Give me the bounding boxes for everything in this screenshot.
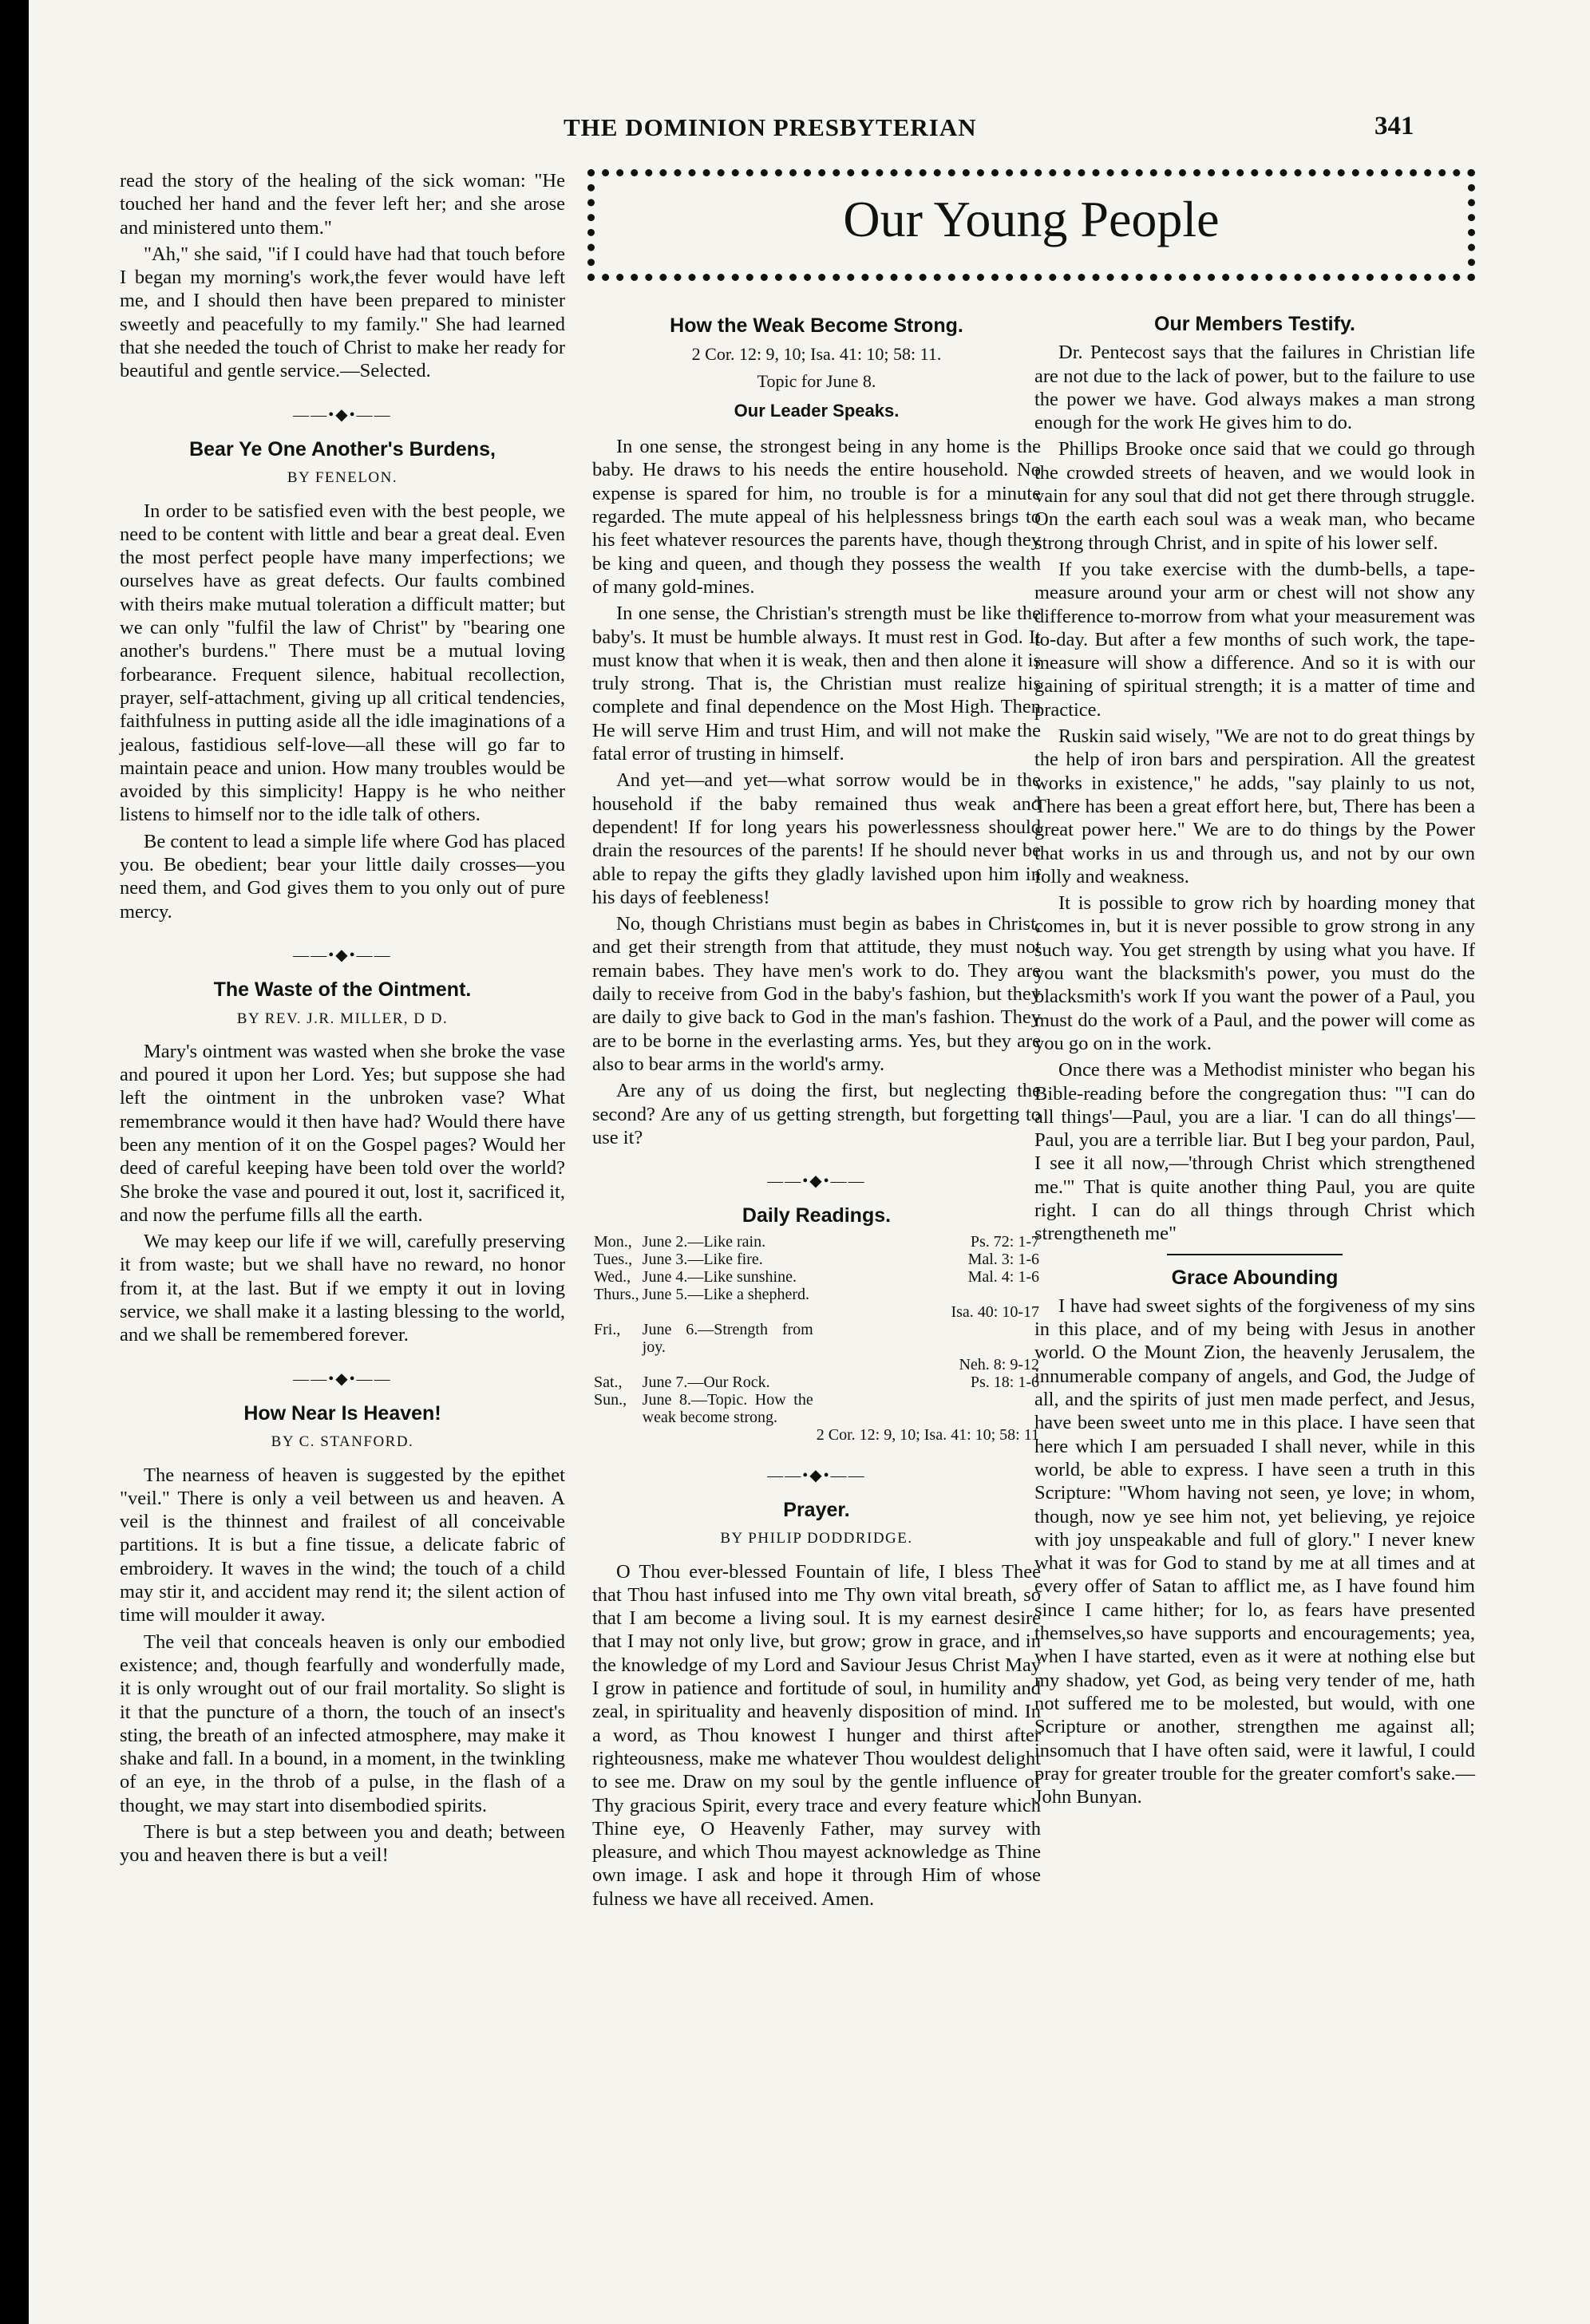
reading-text: June 8.—Topic. How the weak become strong. (642, 1390, 813, 1426)
reading-row (592, 1251, 1041, 1268)
page-header-title: THE DOMINION PRESBYTERIAN (564, 113, 977, 141)
paragraph: In one sense, the Christian's strength must be like the baby's. It must be humble always. It must rest in God. It must know that when it is weak, then and then alone it is truly strong. That is, the Christian must realize his complete and final dependence on the Most High. Then He will serve Him and trust Him, and will not make the fatal error of trusting in himself. (592, 603, 1041, 765)
paragraph: The nearness of heaven is suggested by the epithet "veil." There is only a veil between us and heaven. A veil is the thinnest and frailest of all conceivable partitions. It is but a fine tissue, a delicate fabric of embroidery. It waves in the wind; the touch of a child may stir it, and accident may rend it; the silent action of time will moulder it away. (120, 1464, 565, 1626)
reading-row (592, 1356, 1041, 1373)
byline-ointment: BY REV. J.R. MILLER, D D. (236, 1010, 449, 1027)
ornament-divider: ——•◆•—— (293, 1370, 392, 1388)
reading-row (592, 1268, 1041, 1286)
column-2 (592, 303, 1041, 1914)
reading-text (641, 1426, 815, 1444)
paragraph: It is possible to grow rich by hoarding money that comes in, but it is never possible to grow strong in any such way. You get strength by using what you have. If you want the blacksmith's power, you must do the blacksmith's work If you want the power of a Paul, you must do the work of a Paul, and the power will come as you go on in the work. (1034, 892, 1475, 1054)
paragraph: In one sense, the strongest being in any home is the baby. He draws to his needs the entire household. No expense is spared for him, no trouble is for a minute regarded. The mute appeal of his helplessness brings to his feet whatever resources the parents have, though they be king and queen, and though they possess the wealth of many gold-mines. (592, 436, 1041, 598)
reading-row (592, 1303, 1041, 1321)
paragraph: Are any of us doing the first, but neglecting the second? Are any of us getting strength, but forgetting to use it? (592, 1080, 1041, 1148)
reading-ref (815, 1286, 1041, 1303)
reading-row (592, 1373, 1041, 1391)
reading-day: Wed., (594, 1267, 631, 1286)
ornament-divider: ——•◆•—— (767, 1466, 866, 1484)
paragraph: No, though Christians must begin as babes in Christ, and get their strength from that attitude, they must not remain babes. They have men's work to do. They are daily to receive from God in the baby's fashion, but they are daily to give back to God in the man's fashion. They are to be borne in the everlasting arms. Yes, but they are also to bear arms in the world's army. (592, 913, 1041, 1075)
article-title-strong: How the Weak Become Strong. (670, 314, 963, 337)
reading-text: June 3.—Like fire. (642, 1250, 763, 1268)
reading-row (592, 1391, 1041, 1426)
scripture-reference: 2 Cor. 12: 9, 10; Isa. 41: 10; 58: 11. (691, 344, 942, 365)
reading-day: Sat., (594, 1373, 623, 1391)
reading-ref (815, 1321, 1041, 1356)
reading-ref: Ps. 72: 1-7 (970, 1232, 1039, 1251)
paragraph: Mary's ointment was wasted when she broke the vase and poured it upon her Lord. Yes; but suppose she had left the ointment in the unbroken vase? What remembrance would it then have had? Would there have been any mention of it on the Gospel pages? Would her deed of careful keeping have been told over the world? She broke the vase and poured it out, lost it, sacrificed it, and now the perfume fills all the earth. (120, 1040, 565, 1226)
reading-ref: 2 Cor. 12: 9, 10; Isa. 41: 10; 58: 11 (816, 1425, 1039, 1444)
paragraph: O Thou ever-blessed Fountain of life, I bless Thee that Thou hast infused into me Thy own vital breath, so that I am become a living soul. It is my earnest desire that I may not only live, but grow; grow in grace, and in the knowledge of my Lord and Saviour Jesus Christ May I grow in patience and fortitude of soul, in humility and zeal, in spirituality and heavenly disposition of mind. In a word, as Thou knowest I hunger and thirst after righteousness, make me whatever Thou wouldest delight to see me. Draw on my soul by the gentle influence of Thy gracious Spirit, every trace and every feature which Thine eye, O Heavenly Father, may survey with pleasure, and which Thou mayest acknowledge as Thine own image. I ask and hope it through Him of whose fulness we have all received. Amen. (592, 1560, 1041, 1910)
article-title-testify: Our Members Testify. (1154, 313, 1355, 335)
column-3 (1034, 302, 1475, 1812)
article-title-prayer: Prayer. (783, 1498, 850, 1521)
ornament-divider: ——•◆•—— (293, 405, 392, 424)
reading-day: Thurs., (594, 1285, 639, 1303)
paragraph: Dr. Pentecost says that the failures in Christian life are not due to the lack of power, but to the failure to use the power we have. God always makes a man strong enough for the work He gives him to do. (1034, 342, 1475, 434)
reading-row (592, 1233, 1041, 1251)
reading-ref: Isa. 40: 10-17 (951, 1302, 1039, 1321)
paragraph: The veil that conceals heaven is only our embodied existence; and, though fearfully and wonderfully made, it is only wrought out of our frail mortality. So slight is it that the puncture of a thorn, the touch of an insect's sting, the breath of an infected atmosphere, may make it shake and fall. In a bound, in a moment, in the twinkling of an eye, in the throb of a pulse, in the flash of a thought, we may start into disembodied spirits. (120, 1630, 565, 1816)
reading-text: June 4.—Like sunshine. (642, 1267, 797, 1286)
paragraph: Phillips Brooke once said that we could go through the crowded streets of heaven, and we would look in vain for any soul that did not get there through struggle. On the earth each soul was a weak man, who became strong through Christ, and in spite of his lower self. (1034, 438, 1475, 554)
ornament-divider: ——•◆•—— (293, 946, 392, 964)
paragraph: Once there was a Methodist minister who began his Bible-reading before the congregation thus: "'I can do all things'—Paul, you are a liar. 'I can do all things'—Paul, you are a terrible liar. But I beg your pardon, Paul, I see it all now,—'through Christ which strengthened me.'" That is quite another thing Paul, you are quite right. I can do all things through Christ which strengtheneth me" (1034, 1059, 1475, 1245)
reading-day: Tues., (594, 1250, 633, 1268)
leader-heading: Our Leader Speaks. (734, 400, 900, 421)
article-title-ointment: The Waste of the Ointment. (213, 978, 472, 1002)
reading-text: June 7.—Our Rock. (642, 1373, 770, 1391)
reading-ref (815, 1391, 1041, 1426)
paragraph: There is but a step between you and death; between you and heaven there is but a veil! (120, 1821, 565, 1867)
paragraph: Ruskin said wisely, "We are not to do great things by the help of iron bars and perspiration. All the greatest works in existence," he adds, "say plainly to us not, There has been a great effort here, but, There has been a great power here." We are to do things by the Power that works in us and through us, and not by our own folly and weakness. (1034, 725, 1475, 887)
reading-day: Fri., (594, 1320, 621, 1338)
article-title-heaven: How Near Is Heaven! (243, 1401, 441, 1425)
article-title-burdens: Bear Ye One Another's Burdens, (189, 437, 496, 460)
banner-title: Our Young People (843, 191, 1220, 247)
section-banner (587, 169, 1475, 281)
reading-ref: Mal. 3: 1-6 (967, 1250, 1039, 1268)
reading-day (592, 1303, 641, 1321)
reading-row (592, 1321, 1041, 1356)
reading-day (592, 1426, 641, 1444)
divider-rule (1167, 1254, 1343, 1255)
reading-ref: Ps. 18: 1-6 (970, 1373, 1039, 1391)
reading-day: Mon., (594, 1232, 632, 1251)
reading-text (641, 1303, 815, 1321)
paragraph: If you take exercise with the dumb-bells, a tape-measure around your arm or chest will not show any difference to-morrow from what your measurement was to-day. But after a few months of such work, the tape-measure will show a difference. And so it is with our gaining of spiritual strength; it is a matter of time and practice. (1034, 558, 1475, 721)
paragraph: In order to be satisfied even with the best people, we need to be content with little and bear a great deal. Even the most perfect people have many imperfections; we ourselves have as great defects. Our faults combined with theirs make mutual toleration a difficult matter; but we can only "fulfil the law of Christ" by "bearing one another's burdens." There must be a mutual loving forbearance. Frequent silence, habitual recollection, prayer, self-attachment, giving up all critical tendencies, faithfulness in putting aside all the idle imaginations of a jealous, fastidious self-love—all these will go far to maintain peace and union. How many troubles would be avoided by this simplicity! Happy is he who neither listens to himself nor to the idle talk of others. (120, 500, 565, 826)
reading-day (592, 1356, 641, 1373)
reading-row (592, 1426, 1041, 1444)
byline-burdens: BY FENELON. (287, 469, 398, 487)
reading-ref: Mal. 4: 1-6 (967, 1267, 1039, 1286)
article-title-grace: Grace Abounding (1171, 1266, 1339, 1289)
paragraph: I have had sweet sights of the forgiveness of my sins in this place, and of my being with Jesus in another world. O the Mount Zion, the heavenly Jerusalem, the innumerable company of angels, and God, the Judge of all, and the spirits of just men made perfect, and Jesus, have been sweet unto me in this place. I have seen that here which I am persuaded I shall never, while in this world, be able to express. I have seen a truth in this Scripture: "Whom having not seen, ye love; in whom, though, now ye see him not, yet believing, ye rejoice with joy unspeakable and full of glory." I never knew what it was for God to stand by me at all times and at every offer of Satan to afflict me, as I have found him since I came hither; for lo, as fears have presented themselves,so have supports and encouragements; yea, when I have started, even as it were at nothing else but my shadow, yet God, as being very tender of me, hath not suffered me to be molested, but would, with one Scripture or another, strengthen me against all; insomuch that I have often said, were it lawful, I could pray for greater trouble for the greater comfort's sake.—John Bunyan. (1034, 1294, 1475, 1808)
byline-prayer: BY PHILIP DODDRIDGE. (720, 1530, 913, 1547)
reading-text: June 5.—Like a shepherd. (642, 1285, 810, 1303)
reading-text: June 2.—Like rain. (642, 1232, 766, 1251)
column-1 (120, 169, 565, 1871)
topic-date: Topic for June 8. (757, 370, 876, 391)
daily-readings-table (592, 1233, 1041, 1444)
newspaper-page (29, 0, 1590, 2324)
ornament-divider: ——•◆•—— (767, 1172, 866, 1191)
byline-heaven: BY C. STANFORD. (271, 1433, 414, 1451)
readings-title: Daily Readings. (742, 1204, 892, 1227)
reading-row (592, 1286, 1041, 1303)
paragraph: We may keep our life if we will, carefully preserving it from waste; but we shall have no reward, no honor from it, at the last. But if we empty it out in loving service, we shall make it a lasting blessing to the world, and we shall be remembered forever. (120, 1231, 565, 1346)
reading-ref: Neh. 8: 9-12 (959, 1355, 1039, 1373)
paragraph: And yet—and yet—what sorrow would be in the household if the baby remained thus weak and dependent! If for long years his powerlessness should drain the resources of the parents! If he should never be able to repay the gifts they gladly lavished upon him in his days of feebleness! (592, 769, 1041, 908)
intro-paragraph: read the story of the healing of the sick woman: "He touched her hand and the fever left her; and she arose and ministered unto them." (120, 170, 565, 239)
reading-day: Sun., (594, 1390, 627, 1409)
paragraph: Be content to lead a simple life where God has placed you. Be obedient; bear your little daily crosses—you need them, and God gives them to you only out of pure mercy. (120, 830, 565, 923)
intro-paragraph: "Ah," she said, "if I could have had that touch before I began my morning's work,the fever would have left me, and I should then have been prepared to minister sweetly and peacefully to my family." She had learned that she needed the touch of Christ to make her ready for beautiful and gentle service.—Selected. (120, 243, 565, 382)
reading-text: June 6.—Strength from joy. (642, 1320, 813, 1356)
page-number: 341 (1374, 112, 1414, 140)
reading-text (641, 1356, 815, 1373)
